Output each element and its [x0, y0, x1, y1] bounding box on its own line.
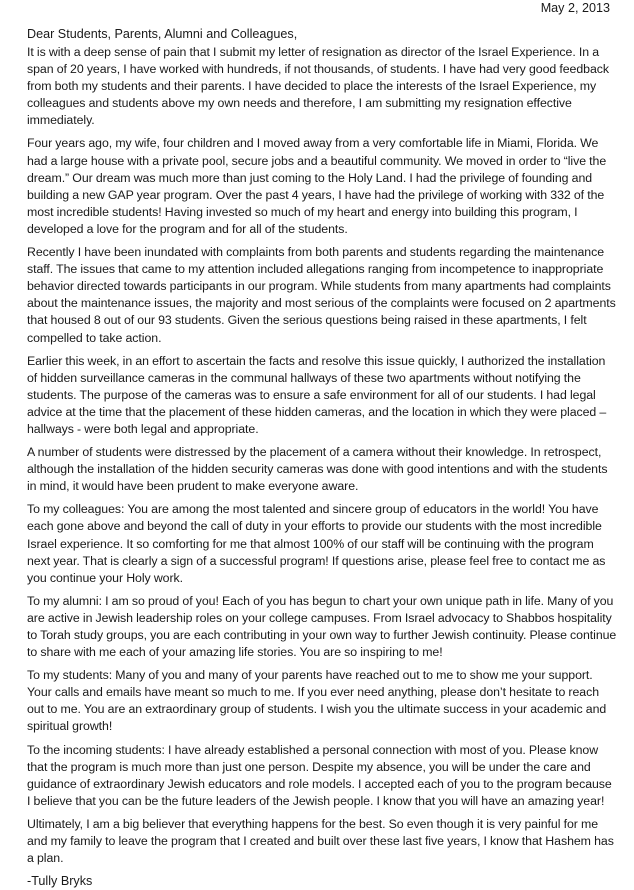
paragraph-colleagues: To my colleagues: You are among the most talented and sincere group of educators in the world! You have each gone above and beyond the call of duty in your efforts to provide our students with the most incredible Israel experience. It so comforting for me that almost 100% of our staff will be continuing with the program next year. That is clearly a sign of a successful program! If questions arise, please feel free to contact me as you continue your Holy work.	[27, 502, 606, 585]
paragraph-retrospect: A number of students were distressed by the placement of a camera without their knowledge. In retrospect, although the installation of the hidden security cameras was done with good intentions and with the students in mind, it would have been prudent to make everyone aware.	[27, 445, 608, 494]
paragraph-incoming-students: To the incoming students: I have already established a personal connection with most of you. Please know that the program is much more than just one person. Despite my absence, you will be under the care and guidance of extraordinary Jewish educators and role models. I accepted each of you to the program because I believe that you can be the future leaders of the Jewish people. I know that you will have an amazing year!	[27, 742, 612, 808]
paragraph-alumni: To my alumni: I am so proud of you! Each of you has begun to chart your own unique path in life. Many of you are active in Jewish leadership roles on your college campuses. From Israel advocacy to Shabbos hospitality to Torah study groups, you are each contributing in your own way to further Jewish continuity. Please continue to share with me each of your amazing life stories. You are so inspiring to me!	[27, 593, 617, 660]
letter-date: May 2, 2013	[540, 1, 610, 15]
letter-body	[27, 44, 617, 890]
paragraph-cameras: Earlier this week, in an effort to ascertain the facts and resolve this issue quickly, I authorized the installation of hidden surveillance cameras in the communal hallways of these two apartments without notifying the students. The purpose of the cameras was to ensure a safe environment for all of our students. I had legal advice at the time that the placement of these hidden cameras, and the location in which they were placed – hallways - were both legal and appropriate.	[27, 353, 607, 436]
paragraph-students: To my students: Many of you and many of your parents have reached out to me to show me your support. Your calls and emails have meant so much to me. If you ever need anything, please don’t hesitate to reach out to me. You are an extraordinary group of students. I wish you the ultimate success in your academic and spiritual growth!	[27, 668, 607, 734]
paragraph-resignation: It is with a deep sense of pain that I submit my letter of resignation as director of the Israel Experience. In a span of 20 years, I have worked with hundreds, if not thousands, of students. I have had very good feedback from both my students and their parents. I have decided to place the interests of the Israel Experience, my colleagues and students above my own needs and therefore, I am submitting my resignation effective immediately.	[27, 45, 609, 128]
letter-salutation: Dear Students, Parents, Alumni and Colleagues,	[27, 27, 298, 41]
paragraph-closing: Ultimately, I am a big believer that everything happens for the best. So even though it is very painful for me and my family to leave the program that I created and built over these last five years, I know that Hashem has a plan.	[27, 816, 614, 866]
paragraph-background: Four years ago, my wife, four children and I moved away from a very comfortable life in Miami, Florida. We had a large house with a private pool, secure jobs and a beautiful community. We moved in order to “live the dream.” Our dream was much more than just coming to the Holy Land. I had the privilege of founding and building a new GAP year program. Over the past 4 years, I have had the privilege of working with 332 of the most incredible students! Having invested so much of my heart and energy into building this program, I developed a love for the program and for all of the students.	[27, 136, 607, 236]
letter-signature: -Tully Bryks	[27, 874, 93, 889]
paragraph-complaints: Recently I have been inundated with complaints from both parents and students regarding the maintenance staff. The issues that came to my attention included allegations ranging from incompetence to inappropriate behavior directed towards participants in our program. While students from many apartments had complaints about the maintenance issues, the majority and most serious of the complaints were focused on 2 apartments that housed 8 out of our 93 students. Given the serious questions being raised in these apartments, I felt compelled to take action.	[27, 245, 616, 345]
